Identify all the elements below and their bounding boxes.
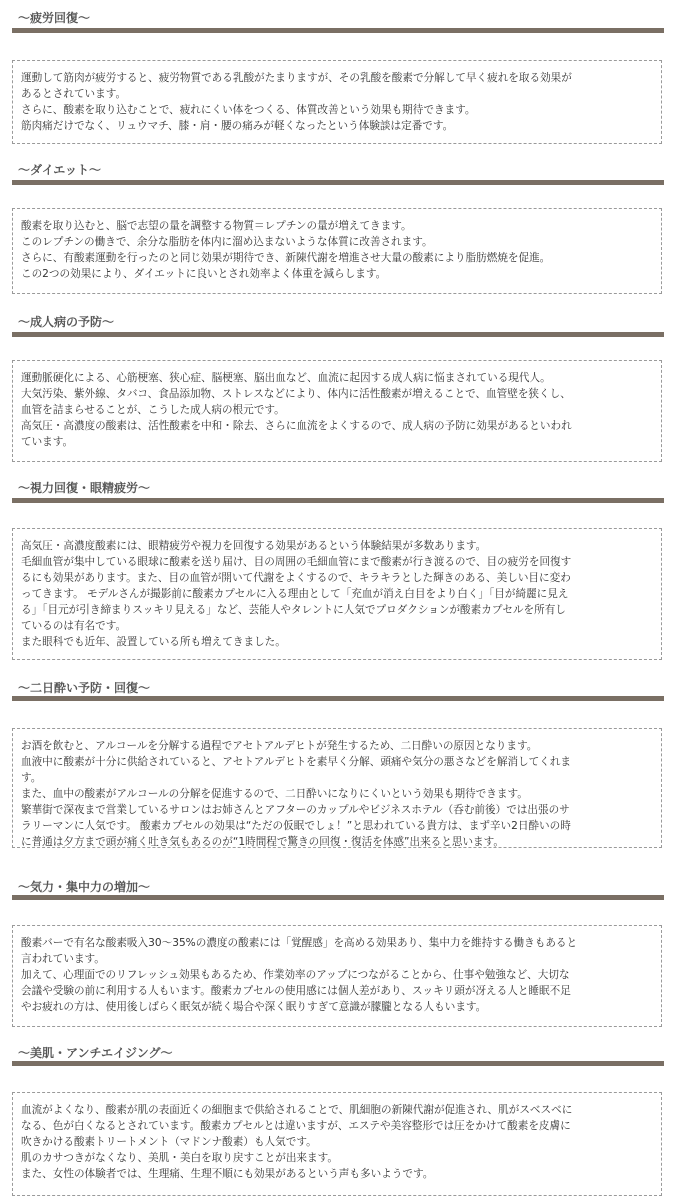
section-body — [12, 1092, 662, 1196]
body-line: 大気汚染、紫外線、タバコ、食品添加物、ストレスなどにより、体内に活性酸素が増えることで、血管壁を狭くし、 — [21, 388, 571, 400]
section-body — [12, 60, 662, 144]
body-line: なる、色が白くなるとされています。酸素カプセルとは違いますが、エステや美容整形では圧をかけて酸素を皮膚に — [21, 1120, 571, 1132]
heading-rule — [12, 1061, 664, 1066]
body-line: また、女性の体験者では、生理痛、生理不順にも効果があるという声も多いようです。 — [21, 1168, 434, 1180]
body-line: 高気圧・高濃度酸素には、眼精疲労や視力を回復する効果があるという体験結果が多数あります。 — [21, 540, 487, 552]
body-line: 繁華街で深夜まで営業しているサロンはお姉さんとアフターのカップルやビジネスホテル（呑む前後）では出張のサ — [21, 804, 570, 816]
section-body — [12, 728, 662, 848]
section-heading: 〜成人病の予防〜 — [18, 315, 115, 329]
section-body — [12, 925, 662, 1027]
heading-rule — [12, 895, 664, 900]
body-line: この2つの効果により、ダイエットに良いとされ効率よく体重を減らします。 — [21, 268, 387, 280]
heading-rule — [12, 28, 664, 33]
body-line: るにも効果があります。また、目の血管が開いて代謝をよくするので、キラキラとした輝きのある、美しい目に変わ — [21, 572, 571, 584]
body-line: 血管を詰まらせることが、こうした成人病の根元です。 — [21, 404, 285, 416]
body-line: 吹きかける酸素トリートメント（マドンナ酸素）も人気です。 — [21, 1136, 317, 1148]
body-line: このレプチンの働きで、余分な脂肪を体内に溜め込まないような体質に改善されます。 — [21, 236, 433, 248]
body-line: 毛細血管が集中している眼球に酸素を送り届け、目の周囲の毛細血管にまで酸素が行き渡るので、目の疲労を回復す — [21, 556, 572, 568]
section-heading: 〜疲労回復〜 — [18, 11, 91, 25]
heading-rule — [12, 498, 664, 503]
body-line: 会議や受験の前に利用する人もいます。酸素カプセルの使用感には個人差があり、スッキリ頭が冴える人と睡眠不足 — [21, 985, 571, 997]
body-line: 高気圧・高濃度の酸素は、活性酸素を中和・除去、さらに血流をよくするので、成人病の予防に効果があるといわれ — [21, 420, 572, 432]
body-line: ラリーマンに人気です。 酸素カプセルの効果は“ただの仮眠でしょ！”と思われている貴方は、まず辛い2日酔いの時 — [21, 820, 571, 832]
body-line: あるとされています。 — [21, 88, 127, 100]
section-heading: 〜二日酔い予防・回復〜 — [18, 681, 151, 695]
body-line: 肌のカサつきがなくなり、美肌・美白を取り戻すことが出来ます。 — [21, 1152, 338, 1164]
body-line: また、血中の酸素がアルコールの分解を促進するので、二日酔いになりにくいという効果も期待できます。 — [21, 788, 528, 800]
body-line: 血液中に酸素が十分に供給されていると、アセトアルデヒトを素早く分解、頭痛や気分の悪さなどを解消してくれま — [21, 756, 572, 768]
body-line: お酒を飲むと、アルコールを分解する過程でアセトアルデヒトが発生するため、二日酔いの原因となります。 — [21, 740, 538, 752]
body-line: る」「目元が引き締まりスッキリ見える」など、芸能人やタレントに人気でプロダクションが酸素カプセルを所有し — [21, 604, 566, 616]
body-line: ています。 — [21, 436, 74, 448]
body-line: また眼科でも近年、設置している所も増えてきました。 — [21, 636, 286, 648]
section-body — [12, 360, 662, 462]
section-heading: 〜ダイエット〜 — [18, 163, 102, 177]
body-line: 言われています。 — [21, 953, 105, 965]
body-line: に普通は夕方まで頭が痛く吐き気もあるのが“1時間程で驚きの回復・復活を体感”出来ると思います。 — [21, 836, 504, 848]
body-line: 血流がよくなり、酸素が肌の表面近くの細胞まで供給されることで、肌細胞の新陳代謝が促進され、肌がスベスベに — [21, 1104, 573, 1116]
body-line: さらに、有酸素運動を行ったのと同じ効果が期待でき、新陳代謝を増進させ大量の酸素により脂肪燃焼を促進。 — [21, 252, 551, 264]
body-line: さらに、酸素を取り込むことで、疲れにくい体をつくる、体質改善という効果も期待できます。 — [21, 104, 476, 116]
body-line: 運動脈硬化による、心筋梗塞、狭心症、脳梗塞、脳出血など、血流に起因する成人病に悩まされている現代人。 — [21, 372, 551, 384]
section-heading: 〜気力・集中力の増加〜 — [18, 880, 151, 894]
body-line: 筋肉痛だけでなく、リュウマチ、膝・肩・腰の痛みが軽くなったという体験談は定番です。 — [21, 120, 454, 132]
section-heading: 〜美肌・アンチエイジング〜 — [18, 1046, 173, 1060]
section-heading: 〜視力回復・眼精疲労〜 — [18, 481, 151, 495]
body-line: 加えて、心理面でのリフレッシュ効果もあるため、作業効率のアップにつながることから、仕事や勉強など、大切な — [21, 969, 570, 981]
body-line: 酸素バーで有名な酸素吸入30〜35%の濃度の酸素には「覚醒感」を高める効果あり、集中力を維持する働きもあると — [21, 937, 578, 949]
section-body — [12, 208, 662, 294]
heading-rule — [12, 332, 664, 337]
heading-rule — [12, 180, 664, 185]
body-line: やお疲れの方は、使用後しばらく眠気が続く場合や深く眠りすぎて意識が朦朧となる人もいます。 — [21, 1001, 487, 1013]
body-line: ているのは有名です。 — [21, 620, 127, 632]
body-line: す。 — [21, 772, 42, 784]
body-line: 酸素を取り込むと、脳で志望の量を調整する物質＝レプチンの量が増えてきます。 — [21, 220, 412, 232]
heading-rule — [12, 696, 664, 701]
body-line: 運動して筋肉が疲労すると、疲労物質である乳酸がたまりますが、その乳酸を酸素で分解して早く疲れを取る効果が — [21, 72, 572, 84]
section-body — [12, 528, 662, 660]
body-line: ってきます。 モデルさんが撮影前に酸素カプセルに入る理由として「充血が消え白目をより白く」「目が綺麗に見え — [21, 588, 569, 600]
